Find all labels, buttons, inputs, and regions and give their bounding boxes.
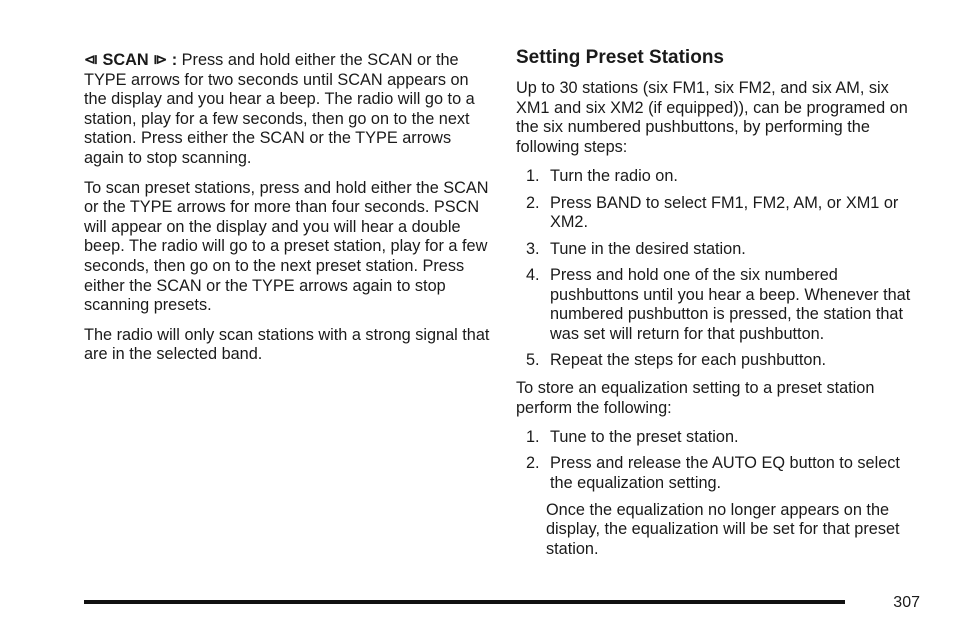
step-text: Tune in the desired station. bbox=[550, 239, 746, 258]
preset-steps-list bbox=[516, 167, 926, 371]
right-column bbox=[516, 47, 926, 569]
list-item bbox=[516, 351, 926, 371]
step-number: 1. bbox=[526, 428, 540, 447]
scan-description: Press and hold either the SCAN or the TYPE arrows for two seconds until SCAN appears on the display and you hear a beep. The radio will go to a station, play for a few seconds, then go on to the next station. Press either the SCAN or the TYPE arrows again to stop scanning. bbox=[84, 51, 475, 167]
step-number: 1. bbox=[526, 167, 540, 186]
list-item bbox=[516, 266, 926, 344]
step-text: Press BAND to select FM1, FM2, AM, or XM1 or XM2. bbox=[550, 193, 899, 232]
step-number: 3. bbox=[526, 239, 540, 258]
page-number: 307 bbox=[893, 594, 920, 611]
footer-rule bbox=[84, 600, 845, 604]
preset-intro-paragraph: Up to 30 stations (six FM1, six FM2, and six AM, six XM1 and six XM2 (if equipped)), can be programed on the six numbered pushbuttons, by performing the following steps: bbox=[516, 79, 908, 156]
eq-note-paragraph: Once the equalization no longer appears on the display, the equalization will be set for that preset station. bbox=[546, 500, 900, 558]
scan-next-icon: ⧐ bbox=[153, 51, 168, 67]
eq-steps-list bbox=[516, 428, 926, 494]
eq-intro-paragraph: To store an equalization setting to a preset station perform the following: bbox=[516, 378, 875, 417]
list-item bbox=[516, 428, 926, 448]
step-text: Repeat the steps for each pushbutton. bbox=[550, 351, 827, 370]
scan-previous-icon: ⧏ bbox=[84, 51, 98, 67]
list-item bbox=[516, 240, 926, 260]
scan-paragraph bbox=[84, 50, 494, 169]
step-text: Turn the radio on. bbox=[550, 167, 678, 186]
scan-label: SCAN bbox=[102, 51, 149, 69]
list-item bbox=[516, 454, 926, 493]
step-number: 2. bbox=[526, 193, 540, 212]
step-number: 5. bbox=[526, 351, 540, 370]
step-number: 4. bbox=[526, 266, 540, 285]
list-item bbox=[516, 167, 926, 187]
left-column bbox=[84, 50, 494, 375]
section-heading: Setting Preset Stations bbox=[516, 47, 724, 68]
step-text: Tune to the preset station. bbox=[550, 428, 739, 447]
list-item bbox=[516, 194, 926, 233]
scan-colon: : bbox=[171, 51, 178, 69]
step-text: Press and release the AUTO EQ button to select the equalization setting. bbox=[550, 454, 900, 493]
strong-signal-paragraph: The radio will only scan stations with a strong signal that are in the selected band. bbox=[84, 325, 490, 364]
preset-scan-paragraph: To scan preset stations, press and hold either the SCAN or the TYPE arrows for more than four seconds. PSCN will appear on the display and you will hear a double beep. The radio will go to a preset station, play for a few seconds, then go on to the next preset station. Press either the SCAN or the TYPE arrows again to stop scanning presets. bbox=[84, 178, 489, 315]
step-number: 2. bbox=[526, 454, 540, 473]
step-text: Press and hold one of the six numbered pushbuttons until you hear a beep. Whenever that numbered pushbutton is pressed, the station that was set will return for that pushbutton. bbox=[550, 266, 911, 343]
